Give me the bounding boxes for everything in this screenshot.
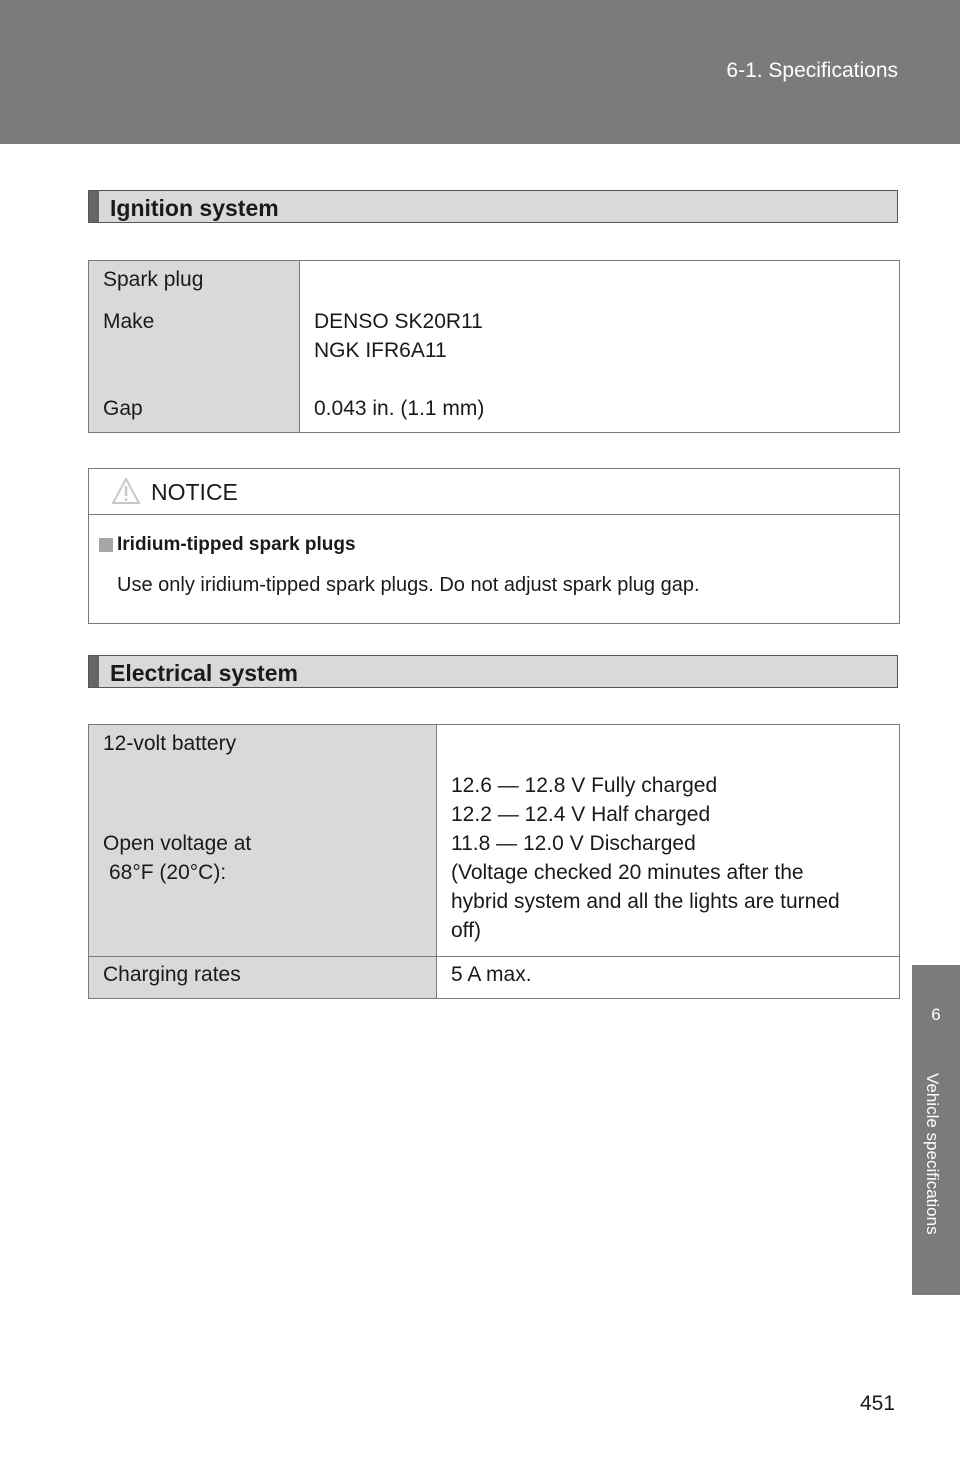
gap-label: Gap (103, 397, 143, 420)
notice-title: NOTICE (151, 479, 238, 505)
charging-value: 5 A max. (451, 963, 532, 986)
warning-icon (111, 477, 141, 510)
charging-value-cell (437, 957, 900, 999)
electrical-heading-label: Electrical system (110, 660, 298, 686)
chapter-label (912, 1069, 960, 1295)
notice-item-heading: Iridium-tipped spark plugs (117, 534, 356, 555)
bullet-square-icon (99, 538, 113, 552)
spark-plug-label: Spark plug (103, 268, 204, 291)
voltage-note-3: off) (451, 919, 481, 942)
charging-label-cell (89, 957, 437, 999)
open-voltage-label-2: 68°F (20°C): (109, 861, 227, 884)
ignition-heading (88, 190, 898, 223)
page-header (0, 0, 960, 144)
chapter-tab (912, 965, 960, 1069)
ignition-label-cell (89, 261, 300, 433)
page-number: 451 (860, 1392, 896, 1415)
electrical-table (88, 724, 900, 999)
heading-marker (89, 191, 99, 222)
voltage-note-1: (Voltage checked 20 minutes after the (451, 861, 804, 884)
make-label: Make (103, 310, 155, 333)
make-value-1: DENSO SK20R11 (314, 310, 483, 333)
gap-value: 0.043 in. (1.1 mm) (314, 397, 485, 420)
chapter-number: 6 (931, 1005, 941, 1024)
open-voltage-label-1: Open voltage at (103, 832, 252, 855)
ignition-table (88, 260, 900, 433)
ignition-value-cell (300, 261, 900, 433)
ignition-heading-label: Ignition system (110, 195, 279, 221)
battery-label-cell (89, 725, 437, 957)
electrical-heading (88, 655, 898, 688)
voltage-note-2: hybrid system and all the lights are turned (451, 890, 840, 913)
battery-value-cell (437, 725, 900, 957)
chapter-title: Vehicle specifications (923, 1073, 942, 1235)
voltage-line-2: 12.2 — 12.4 V Half charged (451, 803, 711, 826)
notice-header (89, 469, 899, 515)
voltage-line-1: 12.6 — 12.8 V Fully charged (451, 774, 718, 797)
notice-item-text: Use only iridium-tipped spark plugs. Do not adjust spark plug gap. (117, 574, 700, 596)
heading-marker (89, 656, 99, 687)
make-value-2: NGK IFR6A11 (314, 339, 447, 362)
section-title: 6-1. Specifications (726, 59, 898, 82)
notice-box (88, 468, 900, 624)
voltage-line-3: 11.8 — 12.0 V Discharged (451, 832, 696, 855)
charging-label: Charging rates (103, 963, 241, 986)
battery-label: 12-volt battery (103, 732, 237, 755)
